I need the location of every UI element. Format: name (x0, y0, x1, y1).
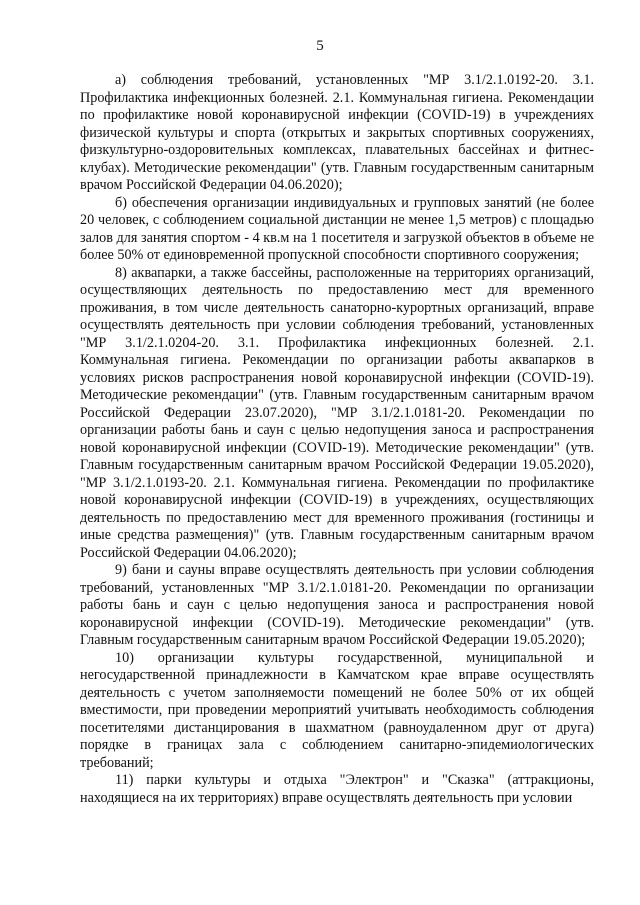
paragraph-9: 9) бани и сауны вправе осуществлять деятельность при условии соблюдения требований, установленных "МР 3.1/2.1.0181-20. Рекомендации по организации работы бань и саун с целью недопущения заноса и распространения новой коронавирусной инфекции (COVID-19). Методические рекомендации" (утв. Главным государственным санитарным врачом Российской Федерации 19.05.2020); (80, 562, 594, 648)
document-body (80, 72, 594, 807)
paragraph-b: б) обеспечения организации индивидуальных и групповых занятий (не более 20 человек, с соблюдением социальной дистанции не менее 1,5 метров) с площадью залов для занятия спортом - 4 кв.м на 1 посетителя и загрузкой объектов в объеме не более 50% от единовременной пропускной способности спортивного сооружения; (80, 194, 594, 263)
paragraph-10: 10) организации культуры государственной, муниципальной и негосударственной принадлежности в Камчатском крае вправе осуществлять деятельность с учетом заполняемости помещений не более 50% от их общей вместимости, при проведении мероприятий учитывать необходимость соблюдения посетителями дистанцирования в шахматном (равноудаленном друг от друга) порядке в границах зала с соблюдением санитарно-эпидемиологических требований; (80, 649, 594, 771)
paragraph-a: а) соблюдения требований, установленных "МР 3.1/2.1.0192-20. 3.1. Профилактика инфекционных болезней. 2.1. Коммунальная гигиена. Рекомендации по профилактике новой коронавирусной инфекции (COVID-19) в учреждениях физической культуры и спорта (открытых и закрытых спортивных сооружениях, физкультурно-оздоровительных комплексах, плавательных бассейнах и фитнес-клубах). Методические рекомендации" (утв. Главным государственным санитарным врачом Российской Федерации 04.06.2020); (80, 72, 594, 193)
paragraph-11: 11) парки культуры и отдыха "Электрон" и "Сказка" (аттракционы, находящиеся на их территориях) вправе осуществлять деятельность при условии (80, 772, 594, 806)
page-number: 5 (316, 38, 324, 54)
paragraph-8: 8) аквапарки, а также бассейны, расположенные на территориях организаций, осуществляющих деятельность по предоставлению мест для временного проживания, в том числе деятельность санаторно-курортных организаций, вправе осуществлять деятельность при условии соблюдения требований, установленных "МР 3.1/2.1.0204-20. 3.1. Профилактика инфекционных болезней. 2.1. Коммунальная гигиена. Рекомендации по организации работы аквапарков в условиях рисков распространения новой коронавирусной инфекции (COVID-19). Методические рекомендации" (утв. Главным государственным санитарным врачом Российской Федерации 23.07.2020), "МР 3.1/2.1.0181-20. Рекомендации по организации работы бань и саун с целью недопущения заноса и распространения новой коронавирусной инфекции (COVID-19). Методические рекомендации" (утв. Главным государственным санитарным врачом Российской Федерации 19.05.2020), "МР 3.1/2.1.0193-20. 2.1. Коммунальная гигиена. Рекомендации по профилактике новой коронавирусной инфекции (COVID-19) в учреждениях, осуществляющих деятельность по предоставлению мест для временного проживания (гостиницы и иные средства размещения)" (утв. Главным государственным санитарным врачом Российской Федерации 04.06.2020); (80, 264, 594, 561)
